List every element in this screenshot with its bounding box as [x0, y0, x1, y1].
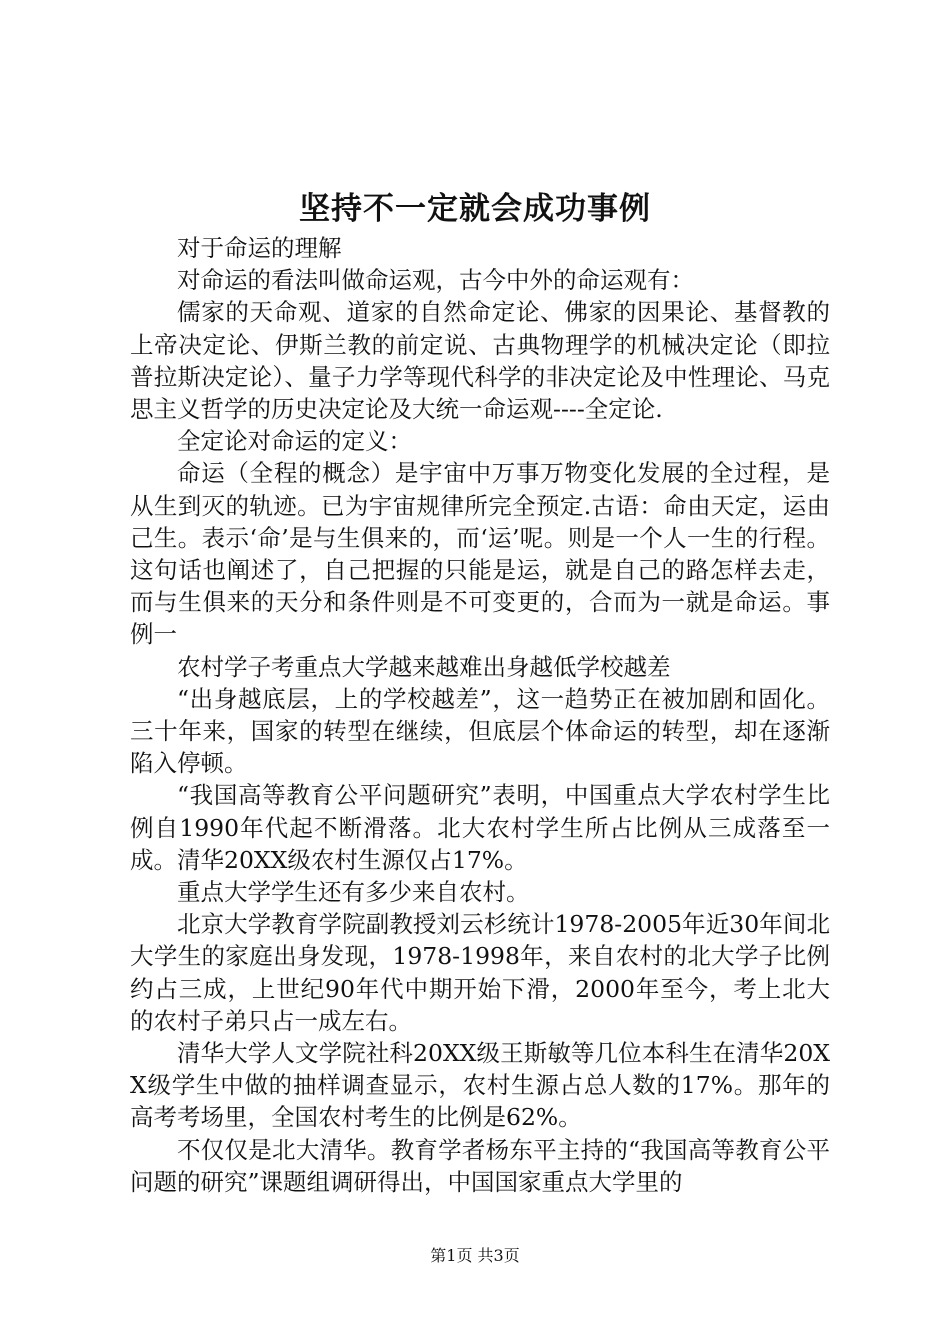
document-body: [130, 232, 830, 1198]
paragraph: 儒家的天命观、道家的自然命定论、佛家的因果论、基督教的上帝决定论、伊斯兰教的前定说、古典物理学的机械决定论（即拉普拉斯决定论）、量子力学等现代科学的非决定论及中性理论、马克思主义哲学的历史决定论及大统一命运观----全定论.: [130, 298, 830, 424]
paragraph: “出身越底层，上的学校越差”，这一趋势正在被加剧和固化。三十年来，国家的转型在继续，但底层个体命运的转型，却在逐渐陷入停顿。: [130, 684, 830, 778]
paragraph: 对命运的看法叫做命运观，古今中外的命运观有：: [177, 266, 694, 295]
paragraph: 命运（全程的概念）是宇宙中万事万物变化发展的全过程，是从生到灭的轨迹。已为宇宙规律所完全预定.古语：命由天定，运由己生。表示‘命’是与生俱来的，而‘运’呢。则是一个人一生的行程。这句话也阐述了，自己把握的只能是运，就是自己的路怎样去走，而与生俱来的天分和条件则是不可变更的，合而为一就是命运。事例一: [130, 459, 830, 649]
paragraph: 全定论对命运的定义：: [177, 427, 412, 456]
paragraph: 对于命运的理解: [177, 234, 342, 262]
page-footer: 第1页 共3页: [430, 1246, 520, 1265]
paragraph: 不仅仅是北大清华。教育学者杨东平主持的“我国高等教育公平问题的研究”课题组调研得出，中国国家重点大学里的: [130, 1135, 830, 1196]
document-title: 坚持不一定就会成功事例: [299, 191, 651, 227]
paragraph: 农村学子考重点大学越来越难出身越低学校越差: [177, 652, 671, 681]
paragraph: “我国高等教育公平问题研究”表明，中国重点大学农村学生比例自1990年代起不断滑落。北大农村学生所占比例从三成落至一成。清华20XX级农村生源仅占17%。: [130, 781, 830, 874]
paragraph: 清华大学人文学院社科20XX级王斯敏等几位本科生在清华20XX级学生中做的抽样调查显示，农村生源占总人数的17%。那年的高考考场里，全国农村考生的比例是62%。: [130, 1039, 830, 1132]
paragraph: 北京大学教育学院副教授刘云杉统计1978-2005年近30年间北大学生的家庭出身发现，1978-1998年，来自农村的北大学子比例约占三成，上世纪90年代中期开始下滑，2000年至今，考上北大的农村子弟只占一成左右。: [130, 910, 830, 1035]
paragraph: 重点大学学生还有多少来自农村。: [177, 878, 530, 907]
